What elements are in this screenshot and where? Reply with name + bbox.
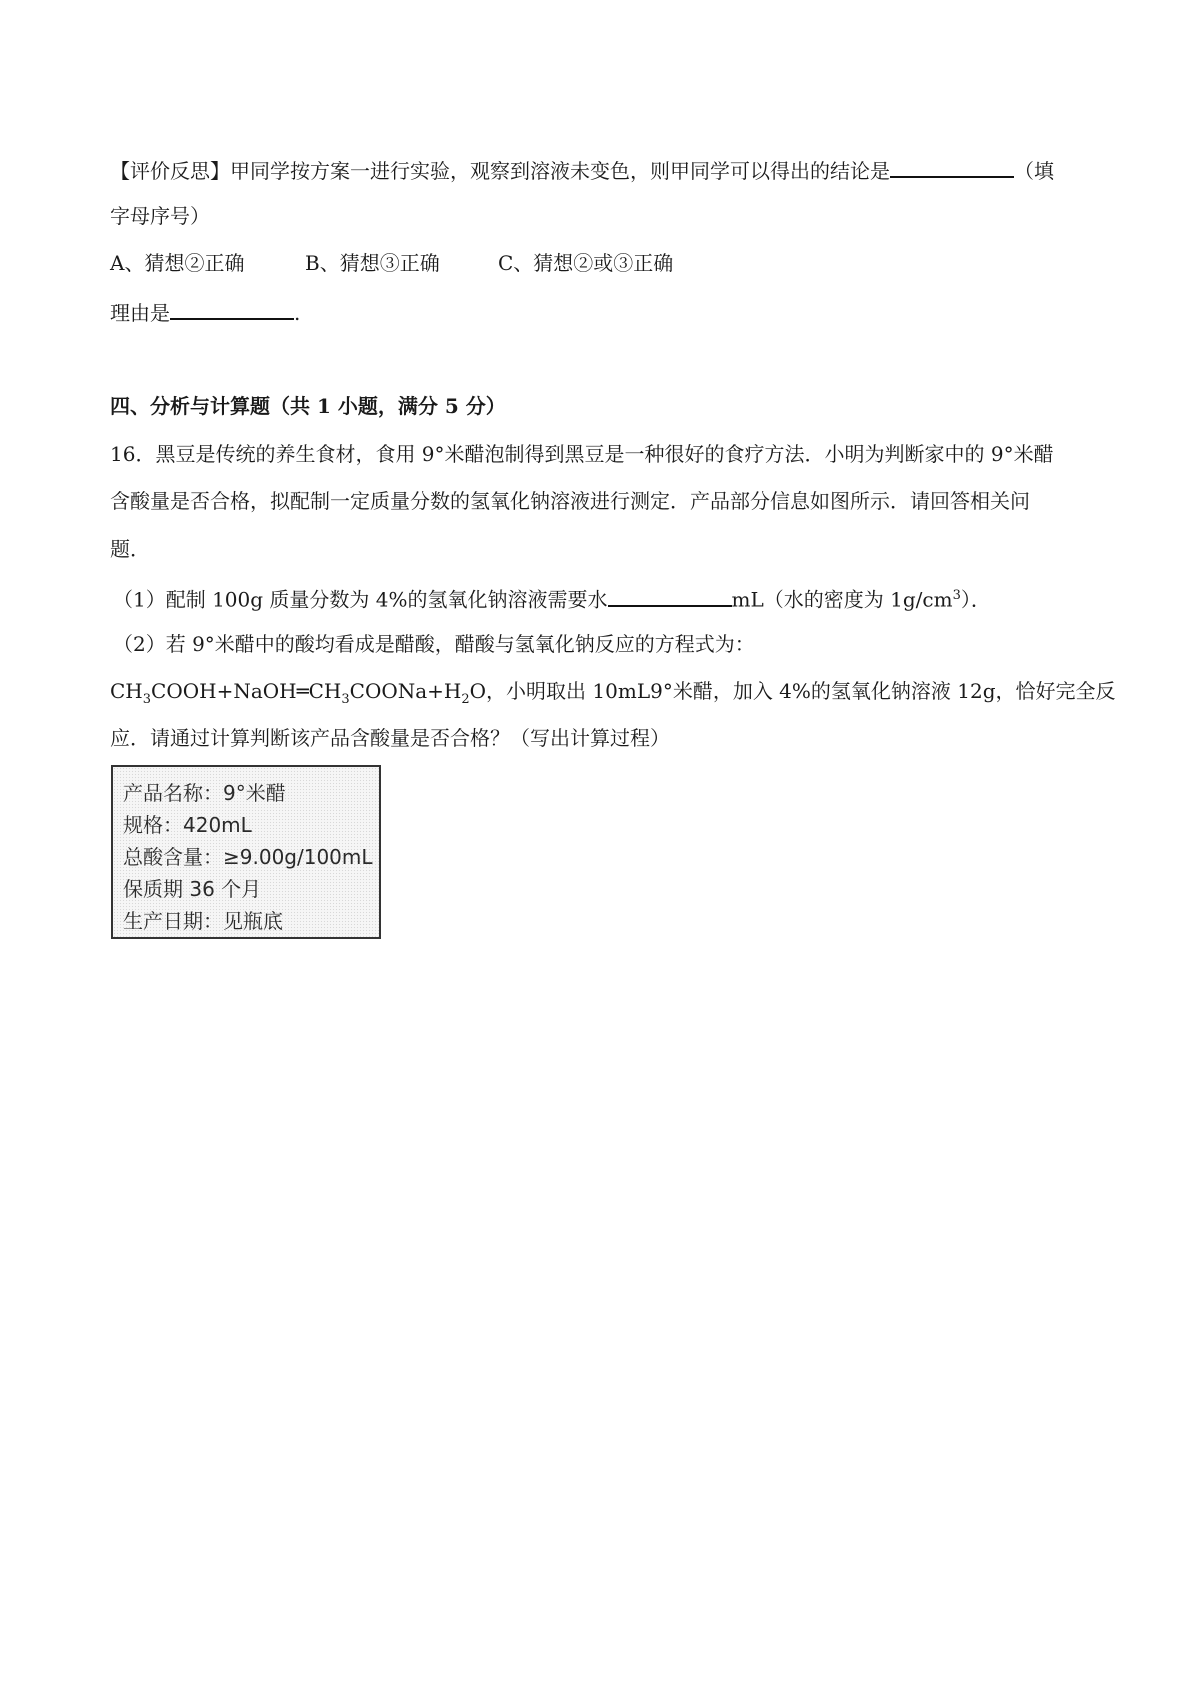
- product-acid-content: 总酸含量：≥9.00g/100mL: [123, 845, 373, 869]
- section-heading: [110, 392, 506, 420]
- reflection-line-2: [110, 202, 210, 230]
- conclusion-blank[interactable]: [890, 154, 1014, 178]
- q16-line-2: [110, 487, 1030, 515]
- heading-part: 分）: [458, 394, 506, 418]
- equation-text: COONa+H: [349, 679, 462, 703]
- options-line: [110, 249, 673, 277]
- reason-end: .: [294, 301, 301, 325]
- product-spec: 规格：420mL: [123, 813, 252, 837]
- equation-subscript: 3: [341, 692, 350, 707]
- product-shelf-life: 保质期 36 个月: [123, 877, 262, 901]
- equation-text: O，小明取出 10mL9°米醋，加入 4%的氢氧化钠溶液 12g，恰好完全反: [469, 679, 1116, 703]
- part2-text: （2）若 9°米醋中的酸均看成是醋酸，醋酸与氢氧化钠反应的方程式为：: [113, 632, 755, 656]
- reason-label: 理由是: [110, 301, 170, 325]
- q16-equation-line: [110, 677, 1116, 714]
- equation-text: CH: [110, 679, 143, 703]
- part1-text: mL（水的密度为 1g/cm: [731, 587, 953, 612]
- q16-text: 含酸量是否合格，拟配制一定质量分数的氢氧化钠溶液进行测定．产品部分信息如图所示．请回答相关问: [110, 489, 1030, 513]
- q16-text: 16．黑豆是传统的养生食材，食用 9°米醋泡制得到黑豆是一种很好的食疗方法．小明为判断家中的 9°米醋: [110, 442, 1054, 466]
- q16-part1: [113, 582, 991, 614]
- q16-last-line: [110, 724, 670, 752]
- heading-count: 1: [316, 394, 331, 418]
- reflection-suffix: （填: [1014, 159, 1054, 183]
- equation-subscript: 3: [142, 692, 152, 707]
- option-b: B、猜想③正确: [305, 251, 440, 275]
- q16-text: 题．: [110, 537, 150, 561]
- reflection-text-2: 字母序号）: [110, 204, 210, 228]
- heading-score: 5: [444, 394, 459, 418]
- reason-blank[interactable]: [170, 296, 294, 320]
- option-a: A、猜想②正确: [110, 251, 245, 275]
- reflection-text: 【评价反思】甲同学按方案一进行实验，观察到溶液未变色，则甲同学可以得出的结论是: [110, 159, 890, 183]
- part1-text: （1）配制 100g 质量分数为 4%的氢氧化钠溶液需要水: [113, 587, 608, 612]
- product-label-image: [111, 765, 381, 939]
- q16-line-1: [110, 440, 1054, 468]
- equation-text: COOH+NaOH═CH: [151, 679, 342, 703]
- heading-part: 小题，满分: [330, 394, 445, 418]
- option-c: C、猜想②或③正确: [498, 251, 674, 275]
- heading-part: 四、分析与计算题（共: [110, 394, 317, 418]
- q16-part2: [113, 630, 755, 658]
- water-volume-blank[interactable]: [608, 583, 732, 607]
- part1-text: ）．: [960, 587, 991, 612]
- product-name: 产品名称：9°米醋: [123, 781, 286, 805]
- reason-line: [110, 296, 300, 327]
- q16-line-3: [110, 535, 150, 563]
- reflection-line-1: [110, 154, 1054, 185]
- product-date: 生产日期：见瓶底: [123, 909, 283, 933]
- cubic-superscript: 3: [952, 588, 961, 603]
- q16-text: 应．请通过计算判断该产品含酸量是否合格？（写出计算过程）: [110, 726, 670, 750]
- equation-subscript: 2: [461, 692, 470, 707]
